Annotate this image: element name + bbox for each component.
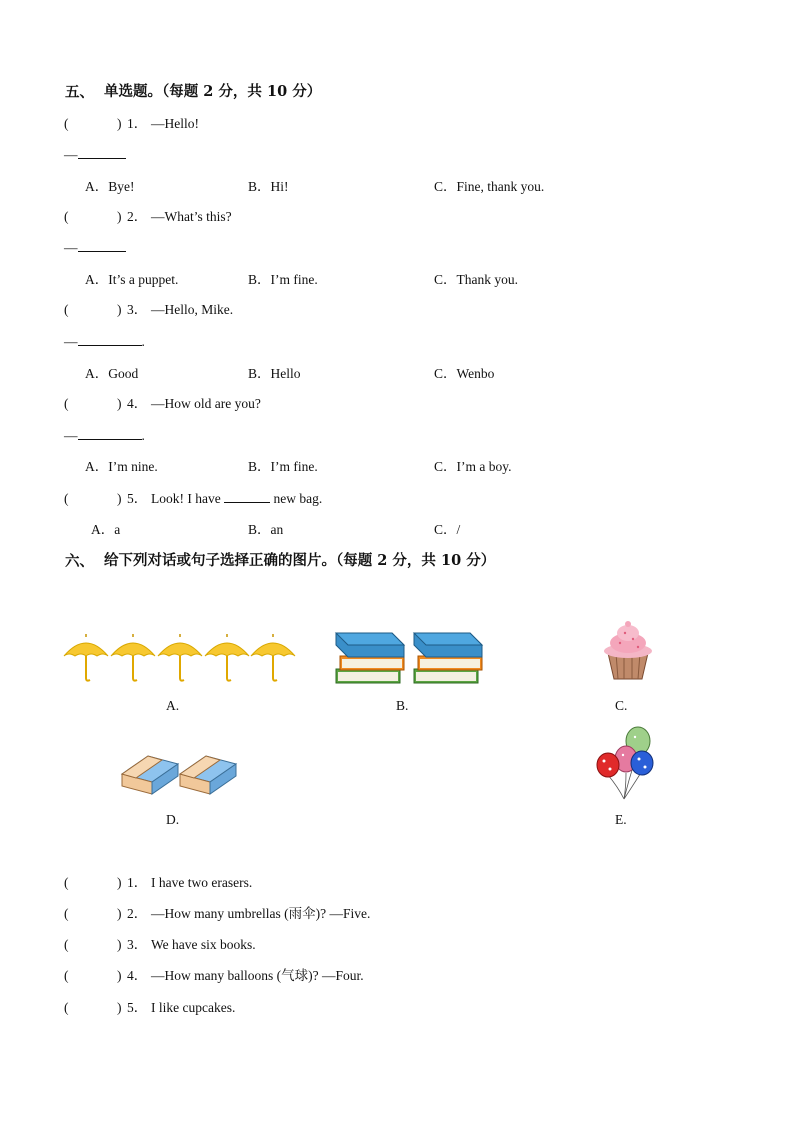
option-c: C．Wenbo (434, 366, 495, 381)
option-c: C．Fine, thank you. (434, 179, 545, 194)
answer-paren-close: ) (117, 396, 122, 411)
answer-paren-close: ) (117, 968, 122, 983)
answer-paren-open: ( (64, 302, 69, 317)
question-prompt (151, 491, 322, 507)
option-c: C．/ (434, 522, 461, 537)
answer-paren-close: ) (117, 1000, 122, 1015)
answer-paren-open: ( (64, 209, 69, 224)
answer-paren-open: ( (64, 1000, 69, 1015)
question-number: 1． (127, 116, 148, 131)
question-prompt: —Hello, Mike. (151, 302, 234, 317)
answer-paren-close: ) (117, 302, 122, 317)
option-a: A．a (91, 522, 121, 537)
answer-period: . (141, 334, 145, 349)
answer-paren-close: ) (117, 116, 122, 131)
answer-paren-open: ( (64, 116, 69, 131)
umbrella-icon (64, 634, 108, 681)
question-text: I like cupcakes. (151, 1000, 236, 1015)
question-number: 2． (127, 209, 148, 224)
eraser-icon (180, 756, 236, 794)
option-a: A．It’s a puppet. (85, 272, 179, 287)
section-6-number: 六、 (65, 553, 94, 570)
question-number: 4． (127, 396, 148, 411)
option-a: A．Good (85, 366, 139, 381)
picture-a-umbrellas (60, 632, 300, 684)
picture-d-label: D. (166, 812, 180, 827)
option-b: B．Hello (248, 366, 301, 381)
answer-dash: — (64, 147, 78, 162)
option-a: A．I’m nine. (85, 459, 158, 474)
answer-paren-open: ( (64, 937, 69, 952)
answer-paren-open: ( (64, 396, 69, 411)
option-a: A．Bye! (85, 179, 135, 194)
question-prompt: —How old are you? (151, 396, 261, 411)
question-prompt: —What’s this? (151, 209, 232, 224)
question-prompt: —Hello! (151, 116, 199, 131)
answer-blank[interactable] (78, 251, 126, 252)
section-5-number: 五、 (65, 84, 94, 101)
option-c: C．Thank you. (434, 272, 518, 287)
answer-paren-open: ( (64, 906, 69, 921)
answer-blank[interactable] (78, 345, 142, 346)
answer-blank[interactable] (78, 439, 142, 440)
question-number: 1． (127, 875, 148, 890)
answer-line (64, 428, 145, 444)
books-icon (336, 633, 404, 683)
answer-line (64, 240, 126, 256)
umbrella-icon (158, 634, 202, 681)
picture-d-erasers (118, 750, 240, 798)
picture-e-label: E. (615, 812, 627, 827)
option-b: B．an (248, 522, 284, 537)
question-number: 3． (127, 302, 148, 317)
umbrella-icon (205, 634, 249, 681)
question-text: —How many balloons (气球)? —Four. (151, 968, 364, 983)
prompt-after: new bag. (273, 491, 323, 506)
eraser-icon (122, 756, 178, 794)
question-number: 3． (127, 937, 148, 952)
section-5-title: 单选题。（每题 2 分，共 10 分） (104, 83, 322, 100)
picture-b-books (330, 627, 490, 689)
question-text: We have six books. (151, 937, 256, 952)
cupcake-icon (600, 619, 656, 683)
option-c: C．I’m a boy. (434, 459, 512, 474)
answer-line (64, 147, 126, 163)
answer-period: . (141, 428, 145, 443)
answer-paren-close: ) (117, 937, 122, 952)
answer-blank[interactable] (224, 502, 270, 503)
answer-paren-close: ) (117, 906, 122, 921)
option-b: B．I’m fine. (248, 459, 318, 474)
question-number: 2． (127, 906, 148, 921)
question-number: 5． (127, 1000, 148, 1015)
answer-paren-open: ( (64, 968, 69, 983)
option-b: B．I’m fine. (248, 272, 318, 287)
answer-paren-close: ) (117, 875, 122, 890)
prompt-before: Look! I have (151, 491, 221, 506)
answer-paren-close: ) (117, 209, 122, 224)
umbrella-icon (111, 634, 155, 681)
picture-c-label: C. (615, 698, 628, 713)
question-number: 4． (127, 968, 148, 983)
answer-dash: — (64, 334, 78, 349)
option-b: B．Hi! (248, 179, 289, 194)
books-icon (414, 633, 482, 683)
picture-a-label: A. (166, 698, 180, 713)
answer-dash: — (64, 428, 78, 443)
balloons-icon (594, 725, 660, 803)
answer-paren-open: ( (64, 491, 69, 506)
answer-line (64, 334, 145, 350)
answer-blank[interactable] (78, 158, 126, 159)
section-6-title: 给下列对话或句子选择正确的图片。（每题 2 分，共 10 分） (104, 552, 496, 569)
picture-b-label: B. (396, 698, 409, 713)
question-number: 5． (127, 491, 148, 506)
question-text: I have two erasers. (151, 875, 253, 890)
umbrella-icon (251, 634, 295, 681)
question-text: —How many umbrellas (雨伞)? —Five. (151, 906, 371, 921)
answer-paren-close: ) (117, 491, 122, 506)
answer-paren-open: ( (64, 875, 69, 890)
answer-dash: — (64, 240, 78, 255)
